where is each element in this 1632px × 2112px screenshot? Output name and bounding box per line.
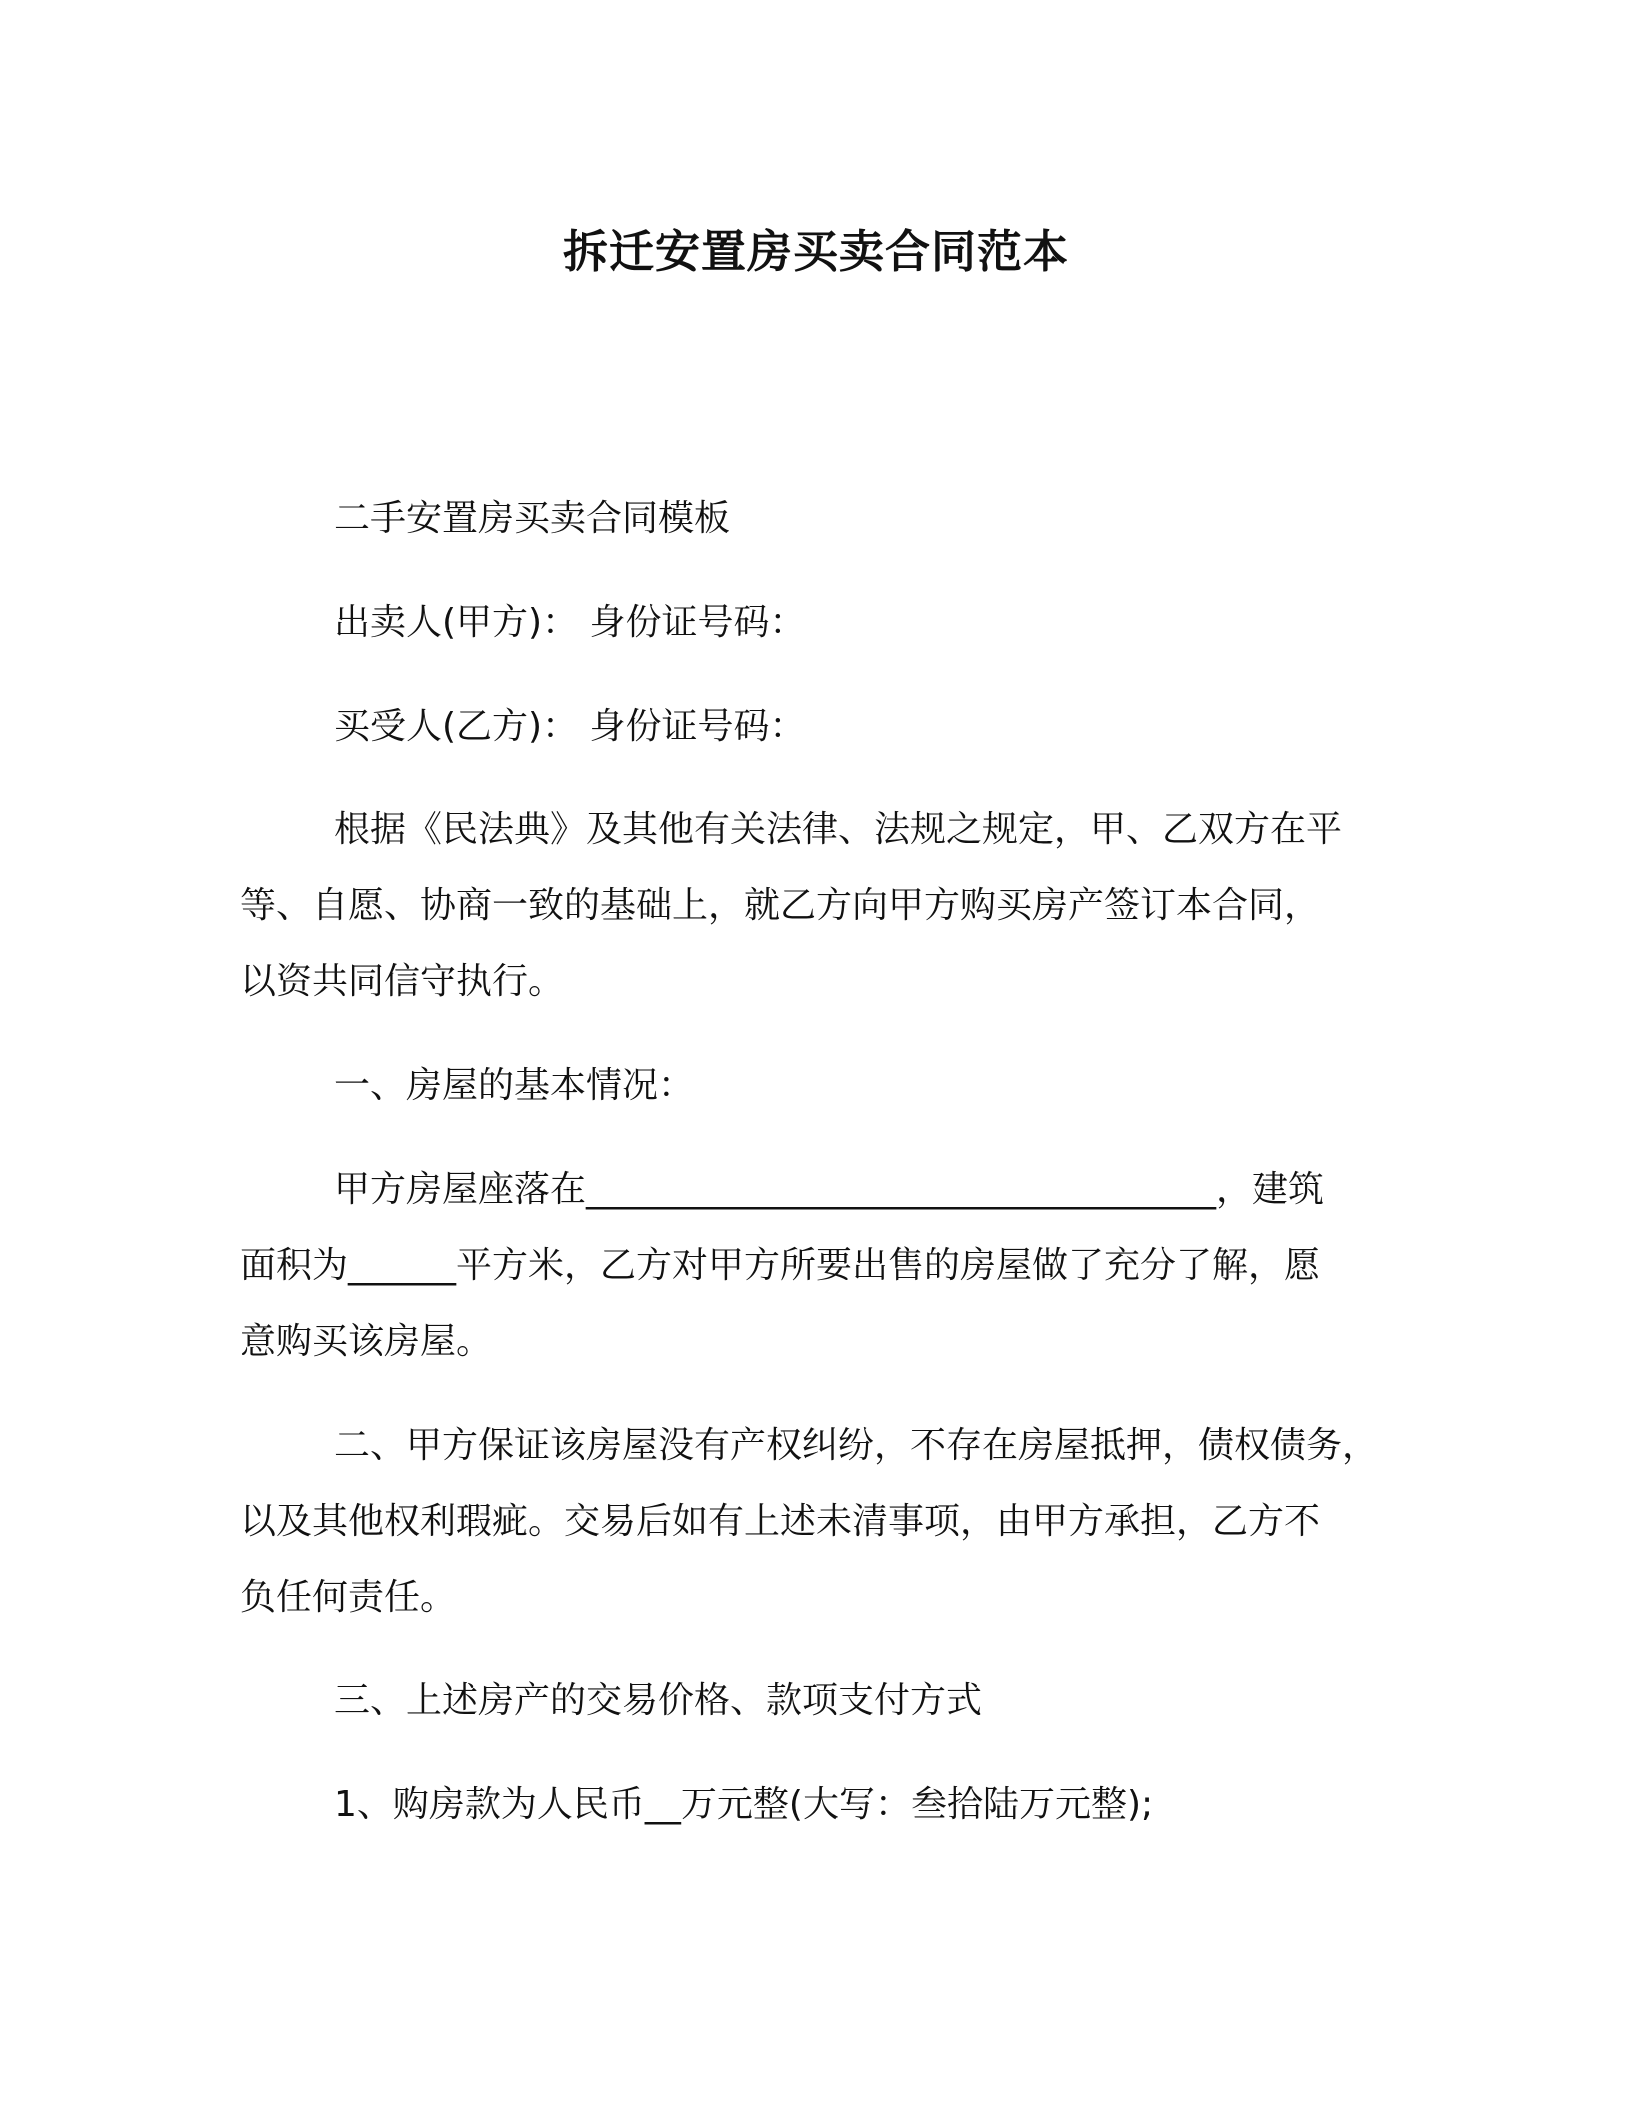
section-1-line-3: 意购买该房屋。: [240, 1321, 493, 1362]
section-2-line-2: 以及其他权利瑕疵。交易后如有上述未清事项，由甲方承担，乙方不: [240, 1501, 1321, 1542]
section-1-line-1: 甲方房屋座落在___________________________________，建筑: [334, 1169, 1325, 1210]
preamble-line-1: 根据《民法典》及其他有关法律、法规之规定，甲、乙双方在平: [334, 809, 1343, 850]
section-2-line-1: 二、甲方保证该房屋没有产权纠纷，不存在房屋抵押，债权债务，: [334, 1425, 1379, 1466]
section-1-line-2: 面积为______平方米，乙方对甲方所要出售的房屋做了充分了解，愿: [240, 1245, 1321, 1286]
section-2-line-3: 负任何责任。: [240, 1577, 457, 1618]
buyer-line: 买受人(乙方)： 身份证号码：: [334, 706, 806, 747]
preamble-line-2: 等、自愿、协商一致的基础上，就乙方向甲方购买房产签订本合同，: [240, 885, 1321, 926]
preamble-line-3: 以资共同信守执行。: [240, 961, 565, 1002]
section-3-item-1: 1、购房款为人民币__万元整(大写：叁拾陆万元整);: [334, 1784, 1154, 1825]
section-1-heading: 一、房屋的基本情况：: [334, 1065, 695, 1106]
section-3-heading: 三、上述房产的交易价格、款项支付方式: [334, 1680, 983, 1721]
seller-line: 出卖人(甲方)： 身份证号码：: [334, 602, 806, 643]
subtitle-line: 二手安置房买卖合同模板: [334, 498, 731, 539]
document-title: 拆迁安置房买卖合同范本: [562, 225, 1069, 278]
